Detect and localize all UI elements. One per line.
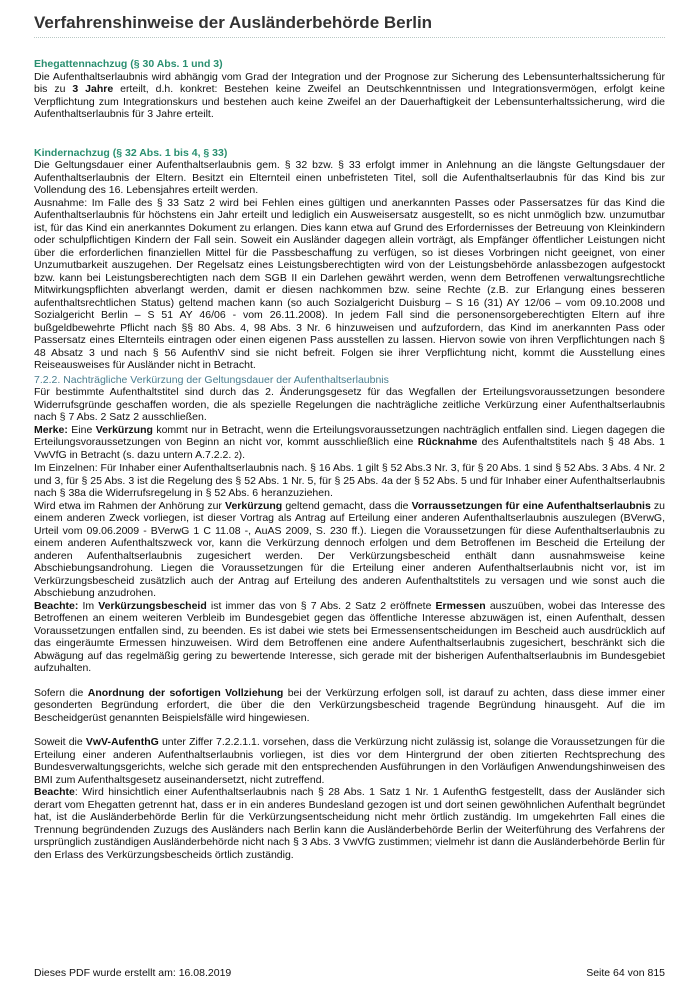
text-run: zu einem anderen Zweck vorliegen, ist dieser Vortrag als Antrag auf Erteilung einer anderen Aufenthaltserlaubnis auszulegen (BVerwG, Urteil vom 09.06.2009 - BVerwG 1 C 11.08 -, AuAS 2009, S. 230 ff.). Liegen die Voraussetzungen für diese Aufenthaltserlaubnis zu einem anderen Aufenthaltszweck vor, kann die Verkürzung dennoch erfolgen und dem Betroffenen im Bescheid die Erteilung der anderen Aufenthaltserlaubnis zugesichert werden. Der Verkürzungsbescheid enthält dann ausnahmsweise keine Abschiebungsandrohung. Liegen die Voraussetzungen für die Erteilung einer anderen Aufenthaltserlaubnis nicht vor, ist im Verkürzungsbescheid zusätzlich auch der Antrag auf Erteilung des anderen Aufenthaltstitels zu versagen und wie sonst auch die Abschiebung anzudrohen. (34, 499, 665, 599)
document-page (34, 0, 665, 861)
bold-run: Verkürzung (95, 423, 153, 436)
text-run: ). (238, 448, 246, 461)
text-run: Soweit die (34, 736, 86, 748)
bold-run: Verkürzungsbescheid (98, 599, 207, 612)
bold-run: Verkürzung (225, 499, 283, 512)
section-heading-kindernachzug: Kindernachzug (§ 32 Abs. 1 bis 4, § 33) (34, 146, 228, 159)
bold-run: Merke: (34, 423, 68, 436)
bold-run: Rücknahme (417, 436, 478, 448)
page-footer (34, 967, 665, 979)
text-run: bei der Verkürzung erfolgen soll, ist darauf zu achten, dass diese immer einer gesonderten Begründung erfordert, die über die den Verkürzungsbescheid tragende Begründung hinausgeht. Auf die im Bescheidgerüst genannten Beispielsfälle wird hingewiesen. (34, 686, 665, 724)
bold-run: 3 Jahre (72, 83, 114, 95)
paragraph-kindernachzug-1: Die Geltungsdauer einer Aufenthaltserlaubnis gem. § 32 bzw. § 33 erfolgt immer in Anlehnung an die längste Geltungsdauer der Aufenthaltserlaubnis der Eltern. Besitzt ein Elternteil einen unbefristeten Titel, soll die Aufenthaltserlaubnis für das Kind bis zur Vollendung des 16. Lebensjahres erteilt werden. (34, 159, 665, 196)
text-run: ist immer das von § 7 Abs. 2 Satz 2 eröffnete (206, 599, 436, 612)
text-run: des Aufenthaltstitels nach § 48 Abs. 1 VwVfG in Betracht (s. dazu untern A.7.2.2. (34, 436, 665, 461)
paragraph-im-einzelnen: Im Einzelnen: Für Inhaber einer Aufenthaltserlaubnis nach. § 16 Abs. 1 gilt § 52 Abs.3 Nr. 3, für § 20 Abs. 1 sind § 52 Abs. 3 Abs. 4 Nr. 2 und 3, für § 25 Abs. 3 ist die Regelung des § 52 Abs. 1 Nr. 5, für § 25 Abs. 4a der § 52 Abs. 5 und für Inhaber einer Aufenthaltserlaubnis nach § 38a die Widerrufsregelung in § 52 Abs. 6 heranzuziehen. (34, 462, 665, 499)
paragraph-7-2-2-intro: Für bestimmte Aufenthaltstitel sind durch das 2. Änderungsgesetz für das Wegfallen der Erteilungsvoraussetzungen besondere Widerrufsgründe geschaffen worden, die als spezielle Regelungen die nachträgliche zeitliche Verkürzung einer Aufenthaltserlaubnis nach § 7 Abs. 2 Satz 2 ausschließen. (34, 386, 665, 423)
paragraph-merke (34, 424, 665, 463)
text-run: Wird etwa im Rahmen der Anhörung zur (34, 499, 226, 512)
bold-run: Beachte: (34, 599, 79, 612)
text-run: Eine (67, 423, 96, 436)
text-run: kommt nur in Betracht, wenn die Erteilungsvoraussetzungen nachträglich entfallen sind. Liegen dagegen die Erteilungsvoraussetzungen von Beginn an nicht vor, kommt ausschließlich eine (34, 423, 665, 448)
paragraph-sofortige-vollziehung (34, 687, 665, 725)
paragraph-vwv-aufenthg (34, 736, 665, 786)
bold-run: Ermessen (435, 599, 486, 612)
text-run: : Wird hinsichtlich einer Aufenthaltserlaubnis nach § 28 Abs. 1 Satz 1 Nr. 1 AufenthG festgestellt, dass der Ausländer sich derart vom Ehegatten getrennt hat, dass er in ein anderes Bundesland gezogen ist und dort seinen gewöhnlichen Aufenthalt begründet hat, ist die Ausländerbehörde Berlin für die Verkürzungsentscheidung nicht mehr örtlich zuständig. Im umgekehrten Fall eines die Trennung begründenden Zuzugs des Ausländers nach Berlin kann die Ausländerbehörde Berlin der Weiterführung des Verfahrens der ursprünglich zuständigen Ausländerbehörde nicht nach § 3 Abs. 3 VwVfG zustimmen; vielmehr ist dann die Ausländerbehörde Berlin für den Erlass des Verkürzungsbescheids örtlich zuständig. (34, 786, 665, 861)
text-run: 2 (234, 450, 239, 460)
paragraph-ehegattennachzug (34, 71, 665, 121)
text-run: geltend gemacht, dass die (282, 499, 412, 512)
text-run: erteilt, d.h. konkret: Bestehen keine Zweifel an Deutschkenntnissen und Integrationsvermögen, erfolgt keine Verpflichtung zum Integrationskurs und bestehen auch keine Zweifel an der Dauerhaftigkeit der Lebensunterhaltssicherung, wird die Aufenthaltserlaubnis für 3 Jahre erteilt. (34, 83, 665, 120)
bold-run: Vorraussetzungen für eine Aufenthaltserlaubnis (411, 499, 651, 512)
paragraph-beachte-zustaendigkeit (34, 786, 665, 861)
text-run: Die Aufenthaltserlaubnis wird abhängig vom Grad der Integration und der Prognose zur Sicherung des Lebensunterhaltssicherung für bis zu (34, 70, 665, 95)
paragraph-kindernachzug-ausnahme: Ausnahme: Im Falle des § 33 Satz 2 wird bei Fehlen eines gültigen und anerkannten Passes oder Passersatzes für das Kind die Aufenthaltserlaubnis für höchstens ein Jahr erteilt und lediglich ein Ausweisersatz ausgestellt, so es nicht unmöglich bzw. unzumutbar ist, für das Kind ein anerkanntes Dokument zu erlangen. Dies kann etwa auf Grund des Erfordernisses der Betreuung von Kleinkindern oder schulpflichtigen Kindern der Fall sein. Soweit ein Ausländer dagegen allein vorträgt, als Empfänger öffentlicher Leistungen nicht über die erforderlichen finanziellen Mittel für die Passbeschaffung zu verfügen, so ist dieses Vorbringen nicht geeignet, von einer Unzumutbarkeit auszugehen. Der Regelsatz eines Leistungsberechtigten wird von der Leistungsbehörde anlassbezogen aufgestockt bzw. kann bei Leistungsberechtigten nach dem SGB II ein Darlehen gewährt werden, wenn dem Betroffenen verwaltungsrechtliche Mitwirkungspflichten abverlangt werden, damit er diesen nachkommen bzw. seine Rechte (z.B. zur Erlangung eines besseren aufenthaltsrechtlichen Status) geltend machen kann (so auch Sozialgericht Duisburg – S 16 (31) AY 12/06 – vom 09.10.2008 und Sozialgericht Berlin – S 51 AY 46/06 - vom 26.11.2008). In jedem Fall sind die personensorgeberechtigten Eltern auf ihre bußgeldbewehrte Pflicht nach §§ 80 Abs. 4, 98 Abs. 3 Nr. 6 hinzuweisen und aufzufordern, das Kind im anerkannten Pass oder Passersatz eines Elternteils eintragen oder einen eigenen Pass ausstellen zu lassen. Hiervon sowie von ihren Verpflichtungen nach § 48 Absatz 3 und nach § 56 AufenthV sind sie nicht befreit. Folgen sie ihrer Verpflichtung nicht, kommt die Ausstellung eines Reiseausweises für Ausländer nicht in Betracht. (34, 196, 665, 371)
subsection-heading-7-2-2: 7.2.2. Nachträgliche Verkürzung der Geltungsdauer der Aufenthaltserlaubnis (34, 373, 389, 386)
bold-run: Beachte (34, 786, 75, 798)
page-title: Verfahrenshinweise der Ausländerbehörde Berlin (34, 0, 665, 38)
section-heading-ehegattennachzug: Ehegattennachzug (§ 30 Abs. 1 und 3) (34, 58, 223, 70)
pdf-created-date: Dieses PDF wurde erstellt am: 16.08.2019 (34, 967, 232, 979)
bold-run: Anordnung der sofortigen Vollziehung (87, 686, 284, 699)
text-run: Im (78, 599, 99, 612)
paragraph-anhoerung (34, 500, 665, 600)
text-run: auszuüben, wobei das Interesse des Betroffenen an einem weiteren Verbleib im Bundesgebiet gegen das öffentliche Interesse abzuwägen ist, einen Aufenthalt, dessen Voraussetzungen entfallen sind, zu beenden. Es ist dabei wie stets bei Ermessensentscheidungen im Bescheid auch ausdrücklich auf das eingeräumte Ermessen hinzuweisen. Wird dem Betroffenen eine andere Aufenthaltserlaubnis zugesichert, beschränkt sich die Abwägung auf das regelmäßig gering zu bewertende Interesse, sich gerade mit der bisherigen Aufenthaltserlaubnis im Bundesgebiet aufzuhalten. (34, 599, 665, 674)
paragraph-beachte-ermessen (34, 600, 665, 675)
page-number: Seite 64 von 815 (586, 967, 665, 979)
text-run: Sofern die (34, 686, 88, 699)
bold-run: VwV-AufenthG (85, 736, 159, 748)
text-run: unter Ziffer 7.2.2.1.1. vorsehen, dass die Verkürzung nicht zulässig ist, solange die Voraussetzungen für die Erteilung einer anderen Aufenthaltserlaubnis vorliegen, ist dies vor dem Hintergrund der oben zitierten Rechtsprechung des Bundesverwaltungsgerichts, welche sich gerade mit den entsprechenden Ausführungen in den Vorläufigen Anwendungshinweisen des BMI zum Aufenthaltsgesetz auseinandersetzt, nicht zutreffend. (34, 736, 665, 786)
